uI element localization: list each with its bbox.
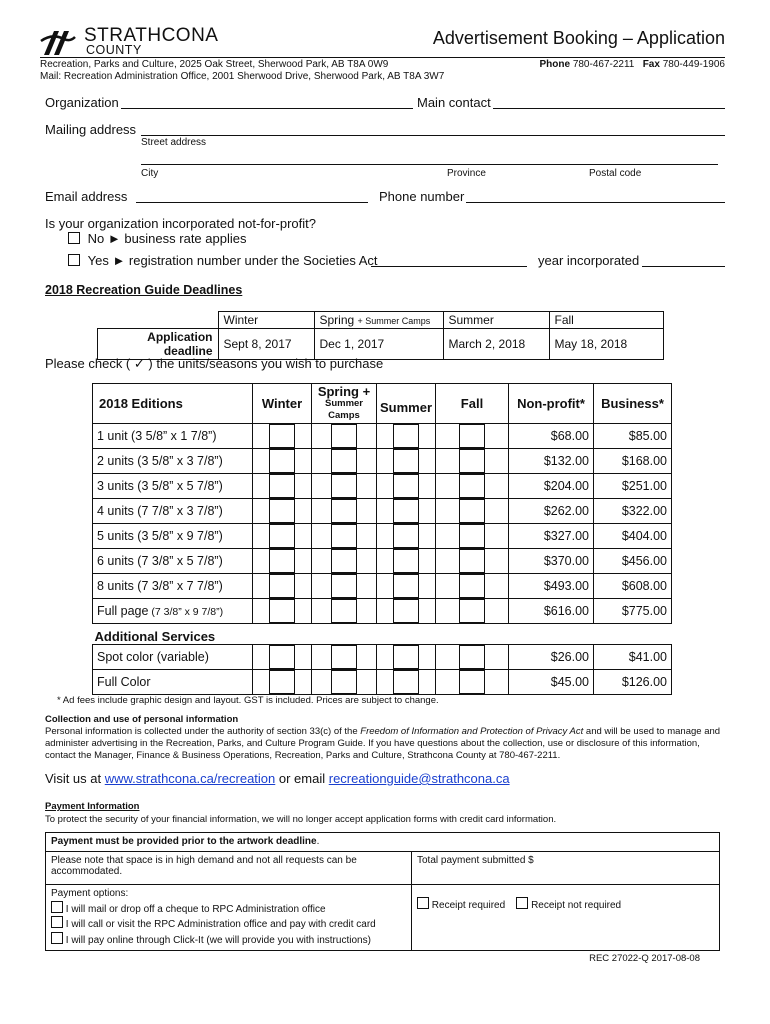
phone-label-field: Phone number [379,189,465,204]
edition-label: 6 units (7 3/8” x 5 7/8”) [93,549,253,574]
spring-checkbox-box[interactable] [331,449,357,473]
payment-deadline-note: Payment must be provided prior to the artwork deadline. [46,833,720,852]
winter-header: Winter [253,384,312,424]
winter-checkbox[interactable] [253,599,312,624]
business-price: $608.00 [594,574,672,599]
cheque-checkbox[interactable] [51,901,63,913]
fax-number: 780-449-1906 [662,59,725,70]
summer-checkbox[interactable] [377,549,436,574]
credit-checkbox[interactable] [51,916,63,928]
summer-checkbox-box[interactable] [393,524,419,548]
summer-checkbox[interactable] [377,449,436,474]
table-row [93,499,672,524]
demand-note: Please note that space is in high demand and not all requests can be accommodated. [46,852,412,885]
winter-checkbox-box[interactable] [269,645,295,669]
additional-services-title: Additional Services [94,629,216,644]
deadline-fall-date: May 18, 2018 [549,329,664,360]
units-table [92,383,672,695]
fall-checkbox-box[interactable] [459,474,485,498]
business-price: $456.00 [594,549,672,574]
spring-checkbox-box[interactable] [331,524,357,548]
fall-header: Fall [436,384,509,424]
business-header: Business* [594,384,672,424]
yes-option[interactable] [68,253,378,268]
receipt-required-option[interactable]: Receipt required [417,900,505,911]
winter-checkbox-box[interactable] [269,599,295,623]
nonprofit-price: $370.00 [509,549,594,574]
payment-table [45,832,720,951]
winter-checkbox[interactable] [253,574,312,599]
spring-checkbox[interactable] [312,424,377,449]
spring-checkbox[interactable] [312,645,377,670]
payment-options [46,885,412,951]
summer-checkbox-box[interactable] [393,645,419,669]
fall-checkbox[interactable] [436,424,509,449]
table-row [93,574,672,599]
spring-checkbox[interactable] [312,499,377,524]
nonprofit-header: Non-profit* [509,384,594,424]
ad-fees-footnote: * Ad fees include graphic design and layout. GST is included. Prices are subject to change. [57,695,439,706]
fall-checkbox-box[interactable] [459,549,485,573]
privacy-title: Collection and use of personal information [45,714,239,725]
online-checkbox[interactable] [51,932,63,944]
edition-label: 2 units (3 5/8” x 3 7/8”) [93,449,253,474]
summer-checkbox[interactable] [377,670,436,695]
summer-checkbox-box[interactable] [393,499,419,523]
table-row [93,599,672,624]
summer-checkbox-box[interactable] [393,599,419,623]
logo-sub-text: COUNTY [86,43,142,57]
table-row [93,524,672,549]
fall-checkbox-box[interactable] [459,424,485,448]
fall-checkbox-box[interactable] [459,499,485,523]
summer-checkbox-box[interactable] [393,670,419,694]
business-price: $404.00 [594,524,672,549]
nonprofit-price: $68.00 [509,424,594,449]
fax-label: Fax [642,59,660,70]
nonprofit-price: $262.00 [509,499,594,524]
summer-checkbox[interactable] [377,524,436,549]
spring-checkbox-box[interactable] [331,474,357,498]
nonprofit-price: $616.00 [509,599,594,624]
winter-checkbox[interactable] [253,499,312,524]
email-link[interactable]: recreationguide@strathcona.ca [328,771,510,786]
fall-checkbox-box[interactable] [459,574,485,598]
table-row [93,474,672,499]
address-line-1: Recreation, Parks and Culture, 2025 Oak Street, Sherwood Park, AB T8A 0W9 [40,59,389,70]
fall-checkbox[interactable] [436,524,509,549]
fall-checkbox[interactable] [436,474,509,499]
no-option[interactable] [68,231,246,246]
summer-header: Summer [377,384,436,424]
business-price: $85.00 [594,424,672,449]
deadline-fall-header: Fall [549,312,664,329]
website-link[interactable]: www.strathcona.ca/recreation [104,771,276,786]
business-price: $126.00 [594,670,672,695]
winter-checkbox-box[interactable] [269,524,295,548]
spring-checkbox[interactable] [312,474,377,499]
summer-checkbox-box[interactable] [393,449,419,473]
phone-input[interactable] [466,202,725,203]
phone-label: Phone [539,59,571,70]
winter-checkbox-box[interactable] [269,499,295,523]
fall-checkbox-box[interactable] [459,670,485,694]
nonprofit-price: $204.00 [509,474,594,499]
table-row [93,449,672,474]
payment-options-label: Payment options: [51,888,129,899]
spring-checkbox[interactable] [312,670,377,695]
organization-label: Organization [45,95,119,110]
deadlines-table [97,311,664,360]
deadlines-title: 2018 Recreation Guide Deadlines [45,283,243,297]
no-checkbox[interactable] [68,232,80,244]
yes-option-label: Yes ► registration number under the Societies Act [87,253,378,268]
spring-checkbox-box[interactable] [331,670,357,694]
deadline-winter-header: Winter [218,312,314,329]
summer-checkbox[interactable] [377,574,436,599]
header-rule [40,57,725,58]
fall-checkbox[interactable] [436,670,509,695]
edition-label: 4 units (7 7/8” x 3 7/8”) [93,499,253,524]
fall-checkbox-box[interactable] [459,449,485,473]
city-caption: City [141,168,159,179]
summer-checkbox[interactable] [377,499,436,524]
winter-checkbox[interactable] [253,524,312,549]
fall-checkbox[interactable] [436,574,509,599]
winter-checkbox[interactable] [253,424,312,449]
spring-checkbox-box[interactable] [331,599,357,623]
fall-checkbox-box[interactable] [459,645,485,669]
business-price: $322.00 [594,499,672,524]
receipt-options [412,885,720,951]
nonprofit-price: $45.00 [509,670,594,695]
edition-label: Full Color [93,670,253,695]
privacy-text: Personal information is collected under the authority of section 33(c) of the Freedom of Information and Protection of Privacy Act and will be used to manage and administer advertising in the Recreation, Parks, and Culture Program Guide. If you have questions about the collection, use or disclosure of this information, contact the Manager, Finance & Business Operations, Recreation, Parks and Culture, Strathcona County at 780-467-2211. [45,726,721,761]
winter-checkbox[interactable] [253,670,312,695]
edition-label: 5 units (3 5/8” x 9 7/8”) [93,524,253,549]
payment-title: Payment Information [45,801,140,812]
logo-main-text: STRATHCONA [84,25,219,46]
nonprofit-price: $26.00 [509,645,594,670]
winter-checkbox-box[interactable] [269,474,295,498]
deadline-spring-header: Spring + Summer Camps [314,312,443,329]
winter-checkbox-box[interactable] [269,449,295,473]
editions-header: 2018 Editions [93,384,253,424]
edition-label: Spot color (variable) [93,645,253,670]
province-caption: Province [447,168,486,179]
yes-checkbox[interactable] [68,254,80,266]
visit-line: Visit us at www.strathcona.ca/recreation or email recreationguide@strathcona.ca [45,771,510,786]
business-price: $41.00 [594,645,672,670]
winter-checkbox-box[interactable] [269,549,295,573]
edition-label: Full page (7 3/8” x 9 7/8”) [93,599,253,624]
payment-option-credit[interactable]: I will call or visit the RPC Administration office and pay with credit card [51,916,406,932]
mailing-address-label: Mailing address [45,122,137,137]
payment-option-cheque[interactable]: I will mail or drop off a cheque to RPC Administration office [51,901,406,917]
summer-checkbox[interactable] [377,424,436,449]
registration-number-input[interactable] [371,266,527,267]
business-price: $775.00 [594,599,672,624]
postal-code-caption: Postal code [589,168,642,179]
deadline-winter-date: Sept 8, 2017 [218,329,314,360]
spring-checkbox-box[interactable] [331,549,357,573]
summer-checkbox[interactable] [377,599,436,624]
total-payment-field[interactable]: Total payment submitted $ [412,852,720,885]
summer-checkbox-box[interactable] [393,424,419,448]
spring-checkbox-box[interactable] [331,424,357,448]
phone-number: 780-467-2211 [572,59,635,70]
winter-checkbox[interactable] [253,645,312,670]
business-price: $251.00 [594,474,672,499]
fall-checkbox[interactable] [436,549,509,574]
year-incorporated-input[interactable] [642,266,725,267]
address-line-2: Mail: Recreation Administration Office, 2001 Sherwood Drive, Sherwood Park, AB T8A 3W7 [40,71,445,82]
nonprofit-price: $327.00 [509,524,594,549]
spring-checkbox[interactable] [312,449,377,474]
email-input[interactable] [136,202,368,203]
edition-label: 8 units (7 3/8” x 7 7/8”) [93,574,253,599]
street-address-caption: Street address [141,137,207,148]
spring-checkbox[interactable] [312,524,377,549]
table-row [93,645,672,670]
contact-numbers [539,59,725,70]
summer-checkbox[interactable] [377,645,436,670]
deadline-row-label: Application deadline [98,329,219,360]
deadline-summer-header: Summer [443,312,549,329]
purchase-instruction: Please check ( ✓ ) the units/seasons you wish to purchase [45,356,384,371]
page-title: Advertisement Booking – Application [432,28,725,48]
incorporated-question: Is your organization incorporated not-for-profit? [45,216,316,231]
strathcona-logo-icon [40,27,76,57]
county-logo [40,25,219,59]
deadline-summer-date: March 2, 2018 [443,329,549,360]
street-address-input[interactable] [141,135,725,136]
table-row [93,549,672,574]
form-code: REC 27022-Q 2017-08-08 [589,953,700,964]
deadline-corner [98,312,219,329]
receipt-not-required-checkbox[interactable] [516,897,528,909]
fall-checkbox[interactable] [436,449,509,474]
summer-checkbox-box[interactable] [393,474,419,498]
deadline-spring-date: Dec 1, 2017 [314,329,443,360]
receipt-required-checkbox[interactable] [417,897,429,909]
fall-checkbox[interactable] [436,499,509,524]
summer-checkbox-box[interactable] [393,549,419,573]
winter-checkbox[interactable] [253,474,312,499]
spring-checkbox-box[interactable] [331,574,357,598]
edition-label: 3 units (3 5/8” x 5 7/8”) [93,474,253,499]
spring-checkbox[interactable] [312,549,377,574]
table-row [93,424,672,449]
fall-checkbox[interactable] [436,599,509,624]
spring-checkbox-box[interactable] [331,499,357,523]
winter-checkbox-box[interactable] [269,424,295,448]
email-label: Email address [45,189,128,204]
main-contact-input[interactable] [493,108,725,109]
winter-checkbox[interactable] [253,449,312,474]
winter-checkbox[interactable] [253,549,312,574]
table-row [93,670,672,695]
payment-option-online[interactable]: I will pay online through Click-It (we will provide you with instructions) [51,932,406,948]
winter-checkbox-box[interactable] [269,670,295,694]
spring-checkbox-box[interactable] [331,645,357,669]
nonprofit-price: $132.00 [509,449,594,474]
winter-checkbox-box[interactable] [269,574,295,598]
spring-header: Spring + Summer Camps [312,384,377,424]
city-province-postal-input[interactable] [141,164,718,165]
receipt-not-required-option[interactable]: Receipt not required [516,900,621,911]
summer-checkbox-box[interactable] [393,574,419,598]
main-contact-label: Main contact [417,95,491,110]
spring-checkbox[interactable] [312,574,377,599]
payment-intro: To protect the security of your financial information, we will no longer accept application forms with credit card information. [45,814,557,825]
nonprofit-price: $493.00 [509,574,594,599]
edition-label: 1 unit (3 5/8” x 1 7/8”) [93,424,253,449]
fall-checkbox-box[interactable] [459,524,485,548]
summer-checkbox[interactable] [377,474,436,499]
organization-input[interactable] [121,108,413,109]
year-incorporated-label: year incorporated [538,253,640,268]
fall-checkbox-box[interactable] [459,599,485,623]
no-option-label: No ► business rate applies [87,231,247,246]
spring-checkbox[interactable] [312,599,377,624]
business-price: $168.00 [594,449,672,474]
fall-checkbox[interactable] [436,645,509,670]
